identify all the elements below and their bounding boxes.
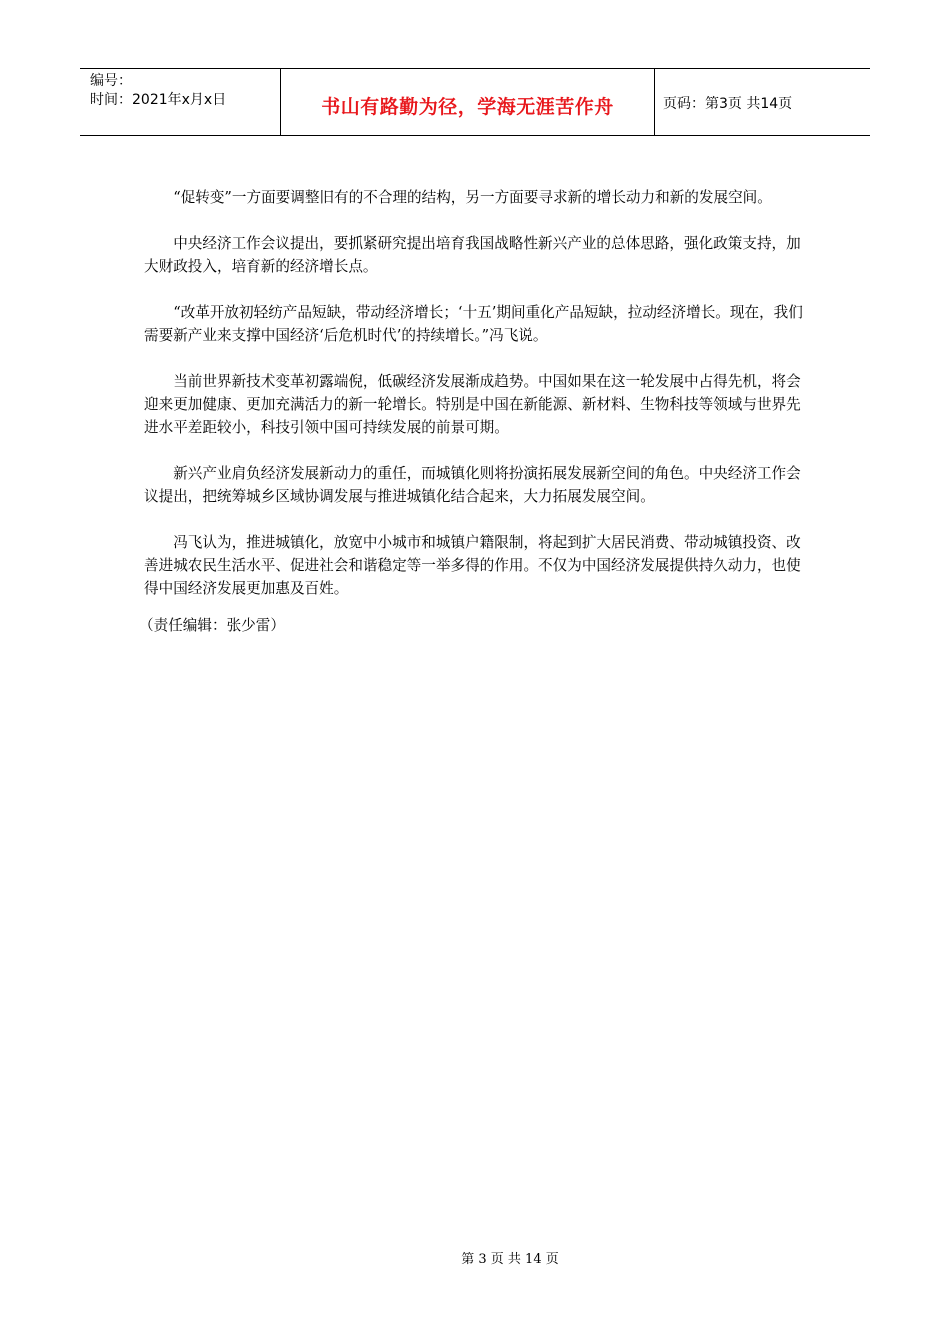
paragraph: 当前世界新技术变革初露端倪，低碳经济发展渐成趋势。中国如果在这一轮发展中占得先机，将会迎来更加健康、更加充满活力的新一轮增长。特别是中国在新能源、新材料、生物科技等领域与世界先进水平差距较小，科技引领中国可持续发展的前景可期。 (144, 373, 801, 436)
document-number-label: 编号： (90, 73, 132, 89)
paragraph: “促转变”一方面要调整旧有的不合理的结构，另一方面要寻求新的增长动力和新的发展空间。 (173, 189, 772, 206)
paragraph: 中央经济工作会议提出，要抓紧研究提出培育我国战略性新兴产业的总体思路，强化政策支持，加大财政投入，培育新的经济增长点。 (144, 235, 801, 275)
paragraph: 冯飞认为，推进城镇化，放宽中小城市和城镇户籍限制，将起到扩大居民消费、带动城镇投资、改善进城农民生活水平、促进社会和谐稳定等一举多得的作用。不仅为中国经济发展提供持久动力，也使得中国经济发展更加惠及百姓。 (144, 534, 801, 597)
page-header (80, 68, 870, 136)
paragraph: “改革开放初轻纺产品短缺，带动经济增长；‘十五’期间重化产品短缺，拉动经济增长。现在，我们需要新产业来支撑中国经济‘后危机时代’的持续增长。”冯飞说。 (144, 304, 803, 344)
article-body (139, 186, 810, 637)
header-page-info: 页码：第3页 共14页 (663, 96, 793, 112)
editor-note: （责任编辑：张少雷） (139, 617, 285, 634)
header-meta (80, 69, 281, 135)
paragraph: 新兴产业肩负经济发展新动力的重任，而城镇化则将扮演拓展发展新空间的角色。中央经济工作会议提出，把统筹城乡区域协调发展与推进城镇化结合起来，大力拓展发展空间。 (144, 465, 801, 505)
header-motto: 书山有路勤为径，学海无涯苦作舟 (281, 69, 655, 135)
page-footer: 第 3 页 共 14 页 (461, 1252, 559, 1267)
document-date: 时间：2021年x月x日 (90, 92, 227, 108)
